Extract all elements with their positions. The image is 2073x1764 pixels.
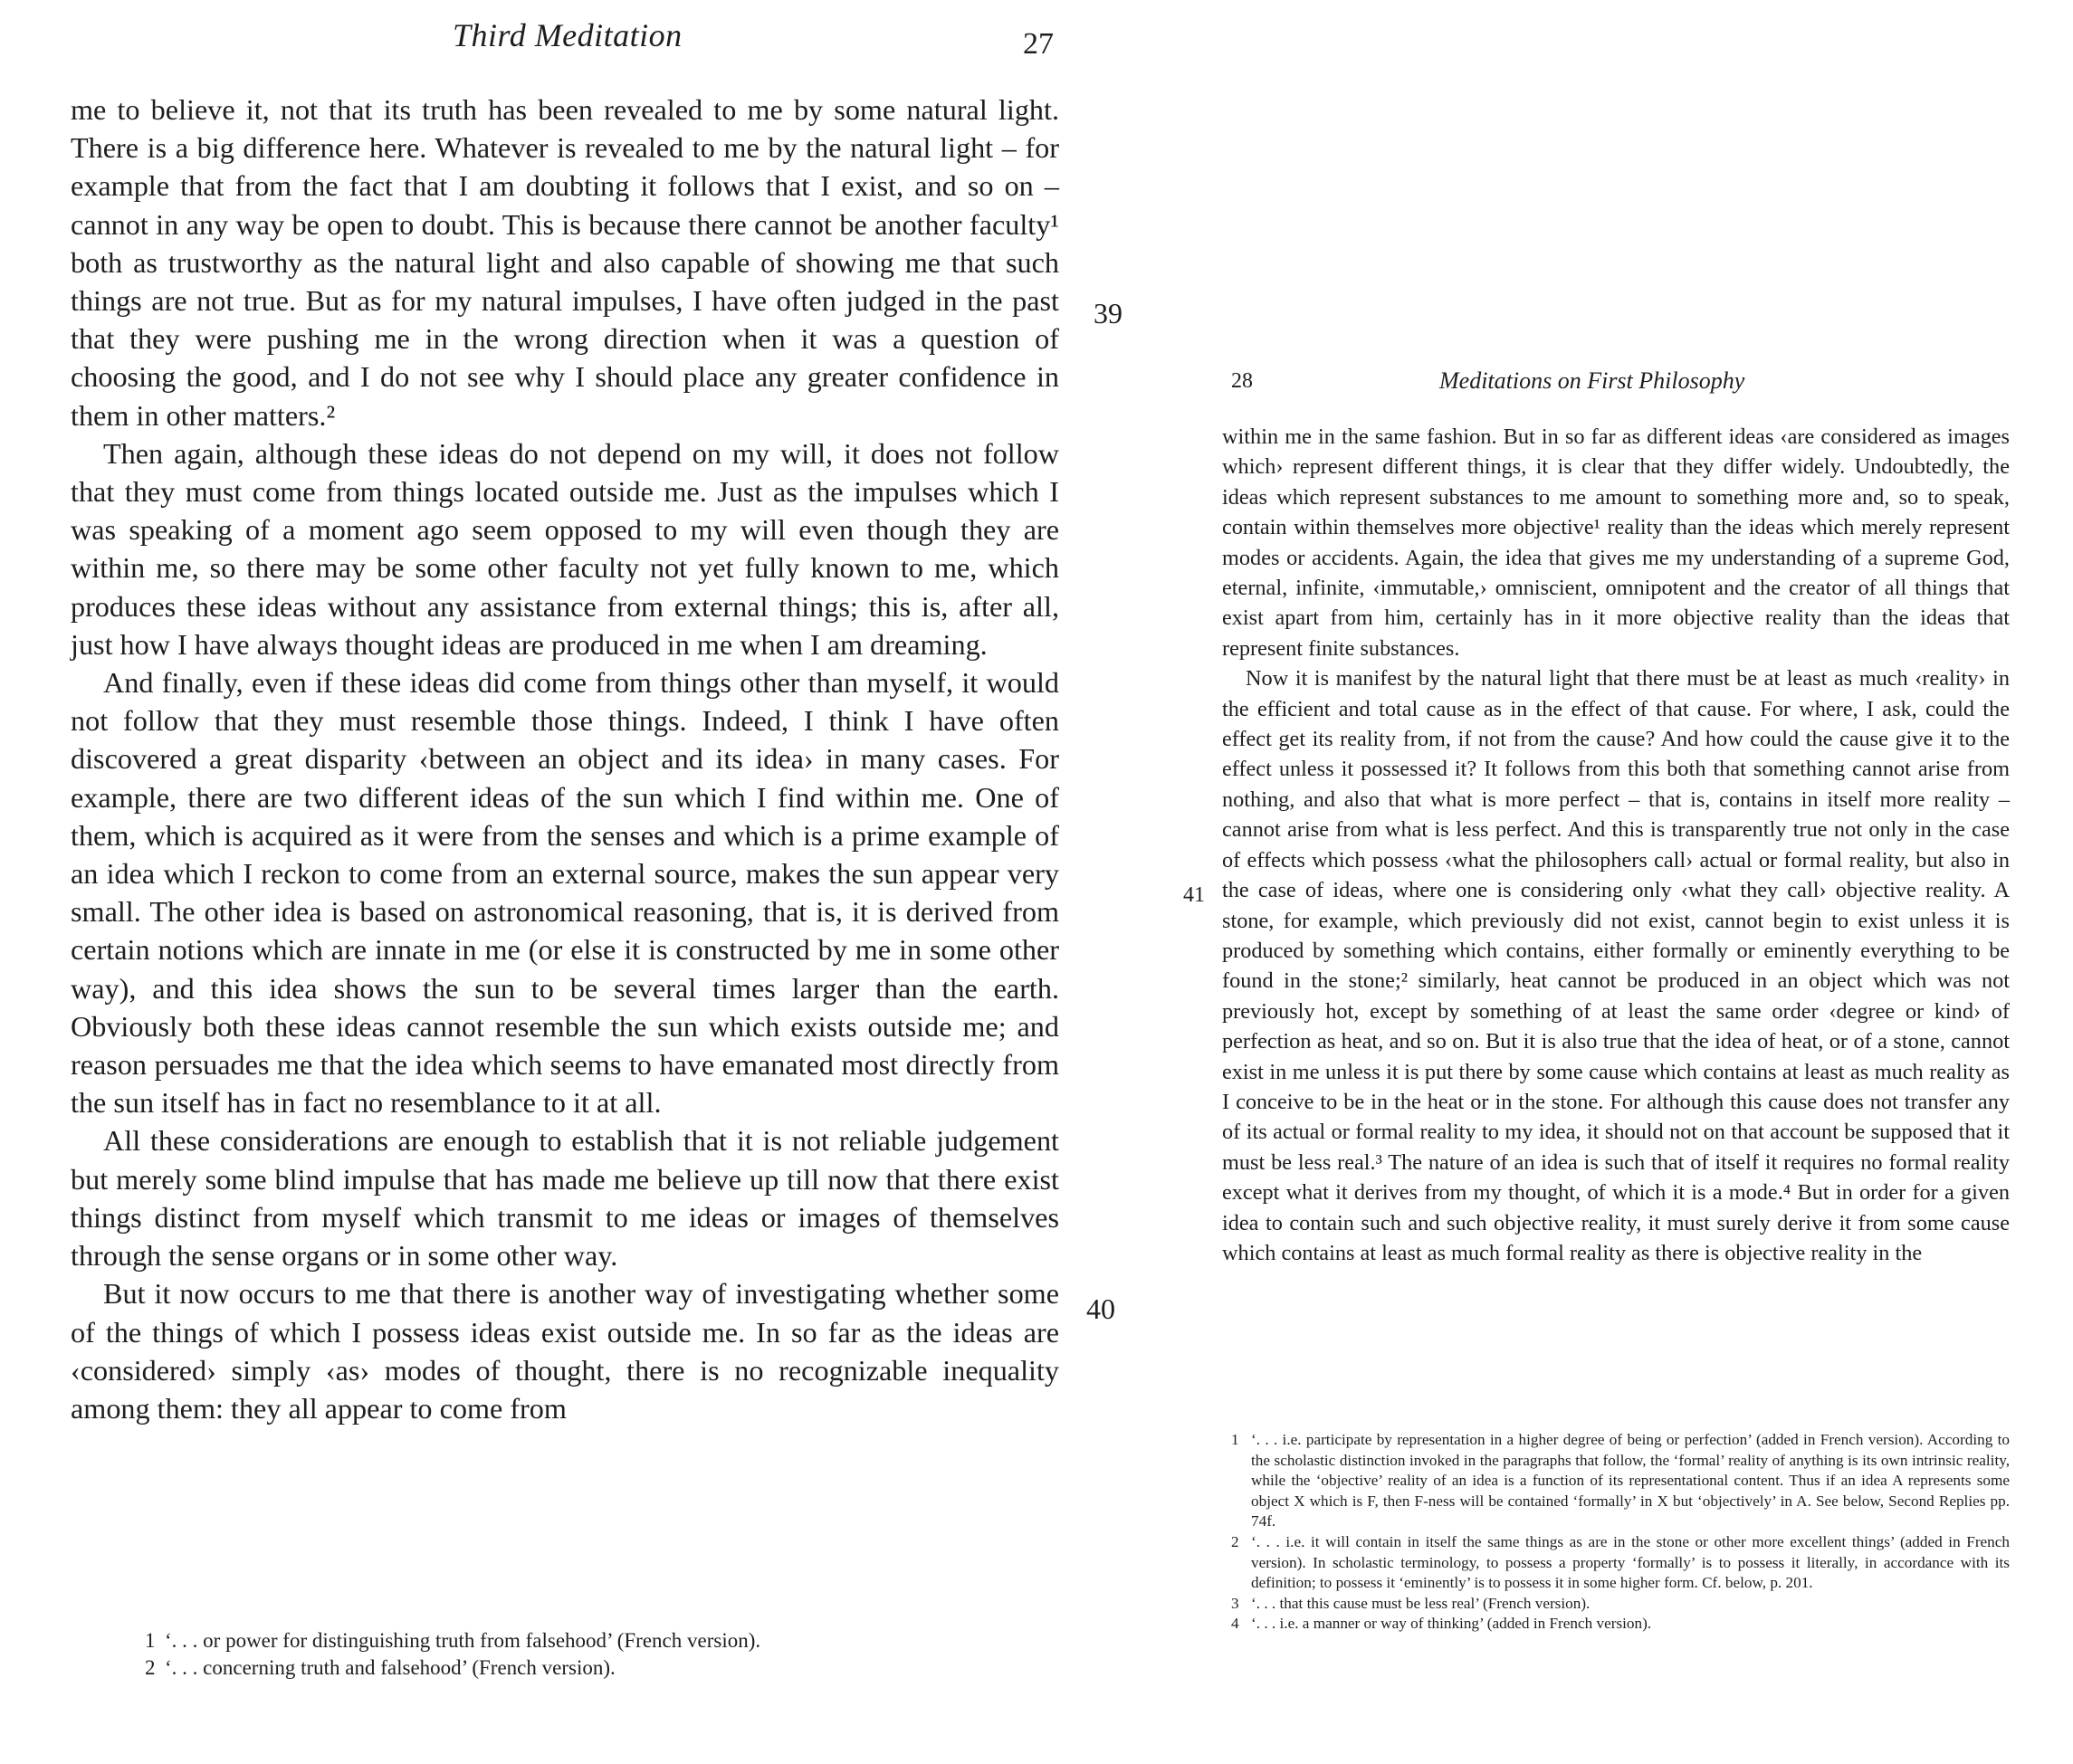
footnote-number: 1 <box>1231 1431 1239 1448</box>
paragraph: But it now occurs to me that there is another way of investigating whether some of the things of which I possess ideas exist outside me. In so far as the ideas are ‹considered› simply ‹as› modes of thought, there is no recognizable inequality among them: they all appear to come from <box>71 1277 1059 1425</box>
footnote <box>1231 1430 2010 1532</box>
footnotes <box>1231 1430 2010 1635</box>
footnote <box>145 1654 1014 1682</box>
margin-reference-number: 40 <box>1086 1292 1115 1325</box>
footnote-text: ‘. . . concerning truth and falsehood’ (French version). <box>165 1656 616 1679</box>
footnote-text: ‘. . . that this cause must be less real’ (French version). <box>1251 1594 1591 1612</box>
footnotes <box>145 1627 1014 1682</box>
running-head: Third Meditation <box>453 17 683 53</box>
footnote <box>1231 1614 2010 1635</box>
page-number: 27 <box>1023 27 1054 61</box>
margin-reference-number: 41 <box>1183 883 1205 907</box>
paragraph: Then again, although these ideas do not depend on my will, it does not follow that they must come from things located outside me. Just as the impulses which I was speaking of a moment ago seem opposed to my will even though they are within me, so there may be some other faculty not yet fully known to me, which produces these ideas without any assistance from external things; this is, after all, just how I have always thought ideas are produced in me when I am dreaming. <box>71 436 1059 661</box>
footnote-text: ‘. . . i.e. it will contain in itself the same things as are in the stone or other more excellent things’ (added in French version). In scholastic terminology, to possess a property ‘formally’ is to possess it literally, in accordance with its definition; to possess it ‘eminently’ is to possess it in some higher form. Cf. below, p. 201. <box>1251 1532 2010 1592</box>
right-page <box>1168 344 2073 1764</box>
footnote-number: 3 <box>1231 1594 1239 1612</box>
footnote-number: 2 <box>1231 1532 1239 1550</box>
paragraph: All these considerations are enough to establish that it is not reliable judgement but merely some blind impulse that has made me believe up till now that there exist things distinct from myself which transmit to me ideas or images of themselves through the sense organs or in some other way. <box>71 1124 1059 1273</box>
footnote <box>145 1627 1014 1654</box>
footnote-number: 4 <box>1231 1615 1239 1633</box>
paragraph: me to believe it, not that its truth has been revealed to me by some natural light. There is a big difference here. Whatever is revealed to me by the natural light – for example that from the fact that I am doubting it follows that I exist, and so on – cannot in any way be open to doubt. This is because there cannot be another faculty¹ both as trustworthy as the natural light and also capable of showing me that such things are not true. But as for my natural impulses, I have often judged in the past that they were pushing me in the wrong direction when it was a question of choosing the good, and I do not see why I should place any greater confidence in them in other matters.² <box>71 93 1059 432</box>
footnote <box>1231 1594 2010 1615</box>
page-number: 28 <box>1231 369 1253 393</box>
paragraph: within me in the same fashion. But in so far as different ideas ‹are considered as images which› represent different things, it is clear that they differ widely. Undoubtedly, the ideas which represent substances to me amount to something more and, so to speak, contain within themselves more objective¹ reality than the ideas which merely represent modes or accidents. Again, the idea that gives me my understanding of a supreme God, eternal, infinite, ‹immutable,› omniscient, omnipotent and the creator of all things that exist apart from him, certainly has in it more objective reality than the ideas that represent finite substances. <box>1222 424 2010 661</box>
paragraph: And finally, even if these ideas did come from things other than myself, it would not follow that they must resemble those things. Indeed, I think I have often discovered a great disparity ‹between an object and its idea› in many cases. For example, there are two different ideas of the sun which I find within me. One of them, which is acquired as it were from the senses and which is a prime example of an idea which I reckon to come from an external source, makes the sun appear very small. The other idea is based on astronomical reasoning, that is, it is derived from certain notions which are innate in me (or else it is constructed by me in some other way), and this idea shows the sun to be several times larger than the earth. Obviously both these ideas cannot resemble the sun which exists outside me; and reason persuades me that the idea which seems to have emanated most directly from the sun itself has in fact no resemblance to it at all. <box>71 666 1059 1120</box>
body-text <box>71 91 1059 1427</box>
body-text <box>1222 422 2010 1268</box>
footnote-text: ‘. . . i.e. a manner or way of thinking’ (added in French version). <box>1251 1615 1652 1633</box>
paragraph: Now it is manifest by the natural light that there must be at least as much ‹reality› in the efficient and total cause as in the effect of that cause. For where, I ask, could the effect get its reality from, if not from the cause? And how could the cause give it to the effect unless it possessed it? It follows from this both that something cannot arise from nothing, and also that what is more perfect – that is, contains in itself more reality – cannot arise from what is less perfect. And this is transparently true not only in the case of effects which possess ‹what the philosophers call› actual or formal reality, but also in the case of ideas, where one is considering only ‹what they call› objective reality. A stone, for example, which previously did not exist, cannot begin to exist unless it is produced by something which contains, either formally or eminently everything to be found in the stone;² similarly, heat cannot be produced in an object which was not previously hot, except by something of at least the same order ‹degree or kind› of perfection as heat, and so on. But it is also true that the idea of heat, or of a stone, cannot exist in me unless it is put there by some cause which contains at least as much reality as I conceive to be in the heat or in the stone. For although this cause does not transfer any of its actual or formal reality to my idea, it should not on that account be supposed that it must be less real.³ The nature of an idea is such that of itself it requires no formal reality except what it derives from my thought, of which it is a mode.⁴ But in order for a given idea to contain such and such objective reality, it must surely derive it from some cause which contains at least as much formal reality as there is objective reality in the <box>1222 666 2010 1265</box>
footnote-number: 1 <box>145 1629 156 1652</box>
footnote <box>1231 1532 2010 1594</box>
running-head: Meditations on First Philosophy <box>1439 367 1745 394</box>
margin-reference-number: 39 <box>1094 297 1122 329</box>
footnote-number: 2 <box>145 1656 156 1679</box>
footnote-text: ‘. . . or power for distinguishing truth from falsehood’ (French version). <box>165 1629 761 1652</box>
footnote-text: ‘. . . i.e. participate by representation in a higher degree of being or perfection’ (added in French version). According to the scholastic distinction invoked in the paragraphs that follow, the ‘formal’ reality of anything is its own intrinsic reality, while the ‘objective’ reality of an idea is a function of its representational content. Thus if an idea A represents some object X which is F, then F-ness will be contained ‘formally’ in X but ‘objectively’ in A. See below, Second Replies pp. 74f. <box>1251 1431 2010 1530</box>
